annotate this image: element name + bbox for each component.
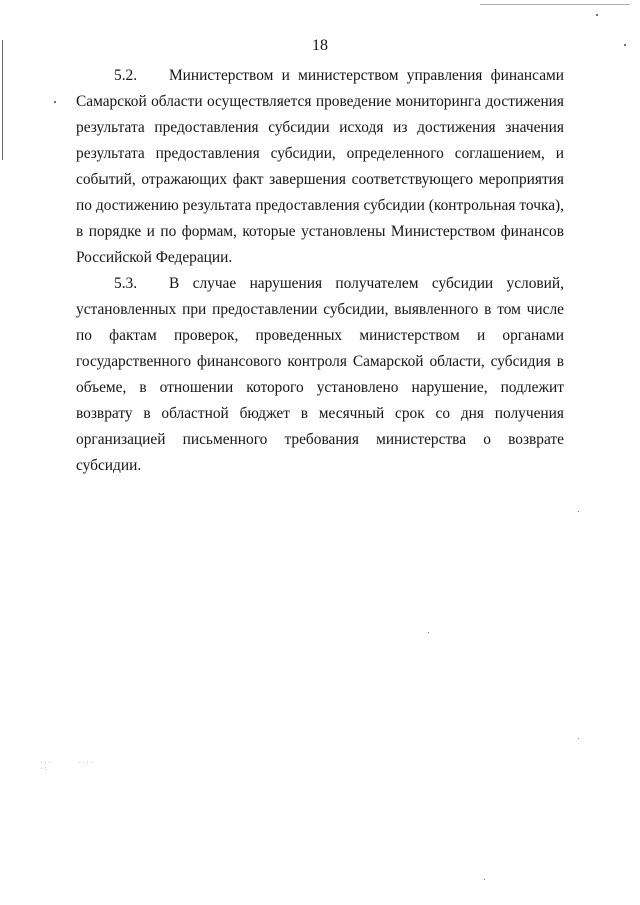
paragraph-text: В случае нарушения получателем субсидии условий, установленных при предоставлении субсидии, выявленного в том числе по фактам проверок, проведенных министерством и органами государственного финансового контроля Самарской области, субсидия в объеме, в отношении которого установлено нарушение, подлежит возврату в областной бюджет в месячный срок со дня получения организацией письменного требования министерства о возврате субсидии. xyxy=(76,275,564,474)
scan-top-line xyxy=(480,4,630,5)
paragraph-number: 5.2. xyxy=(114,67,138,84)
scan-dot xyxy=(578,511,579,512)
scan-edge-line xyxy=(2,40,3,160)
scan-dot xyxy=(54,101,56,103)
scan-dot xyxy=(596,14,598,16)
scan-dot xyxy=(578,738,579,739)
paragraph-5-2 xyxy=(76,63,564,271)
page-number: 18 xyxy=(312,37,328,54)
scan-dot xyxy=(484,879,485,880)
paragraph-number: 5.3. xyxy=(114,275,138,292)
paragraph-5-3 xyxy=(76,271,564,479)
paragraph-text: Министерством и министерством управления финансами Самарской области осуществляется проведение мониторинга достижения результата предоставления субсидии исходя из достижения значения результата предоставления субсидии, определенного соглашением, и событий, отражающих факт завершения соответствующего мероприятия по достижению результата предоставления субсидии (контрольная точка), в порядке и по формам, которые установлены Министерством финансов Российской Федерации. xyxy=(76,67,564,266)
scan-dot xyxy=(428,632,429,633)
scan-dot xyxy=(624,44,626,46)
scan-speckle: ·:· ·: xyxy=(40,760,53,772)
scan-speckle: ··:· xyxy=(78,760,95,766)
